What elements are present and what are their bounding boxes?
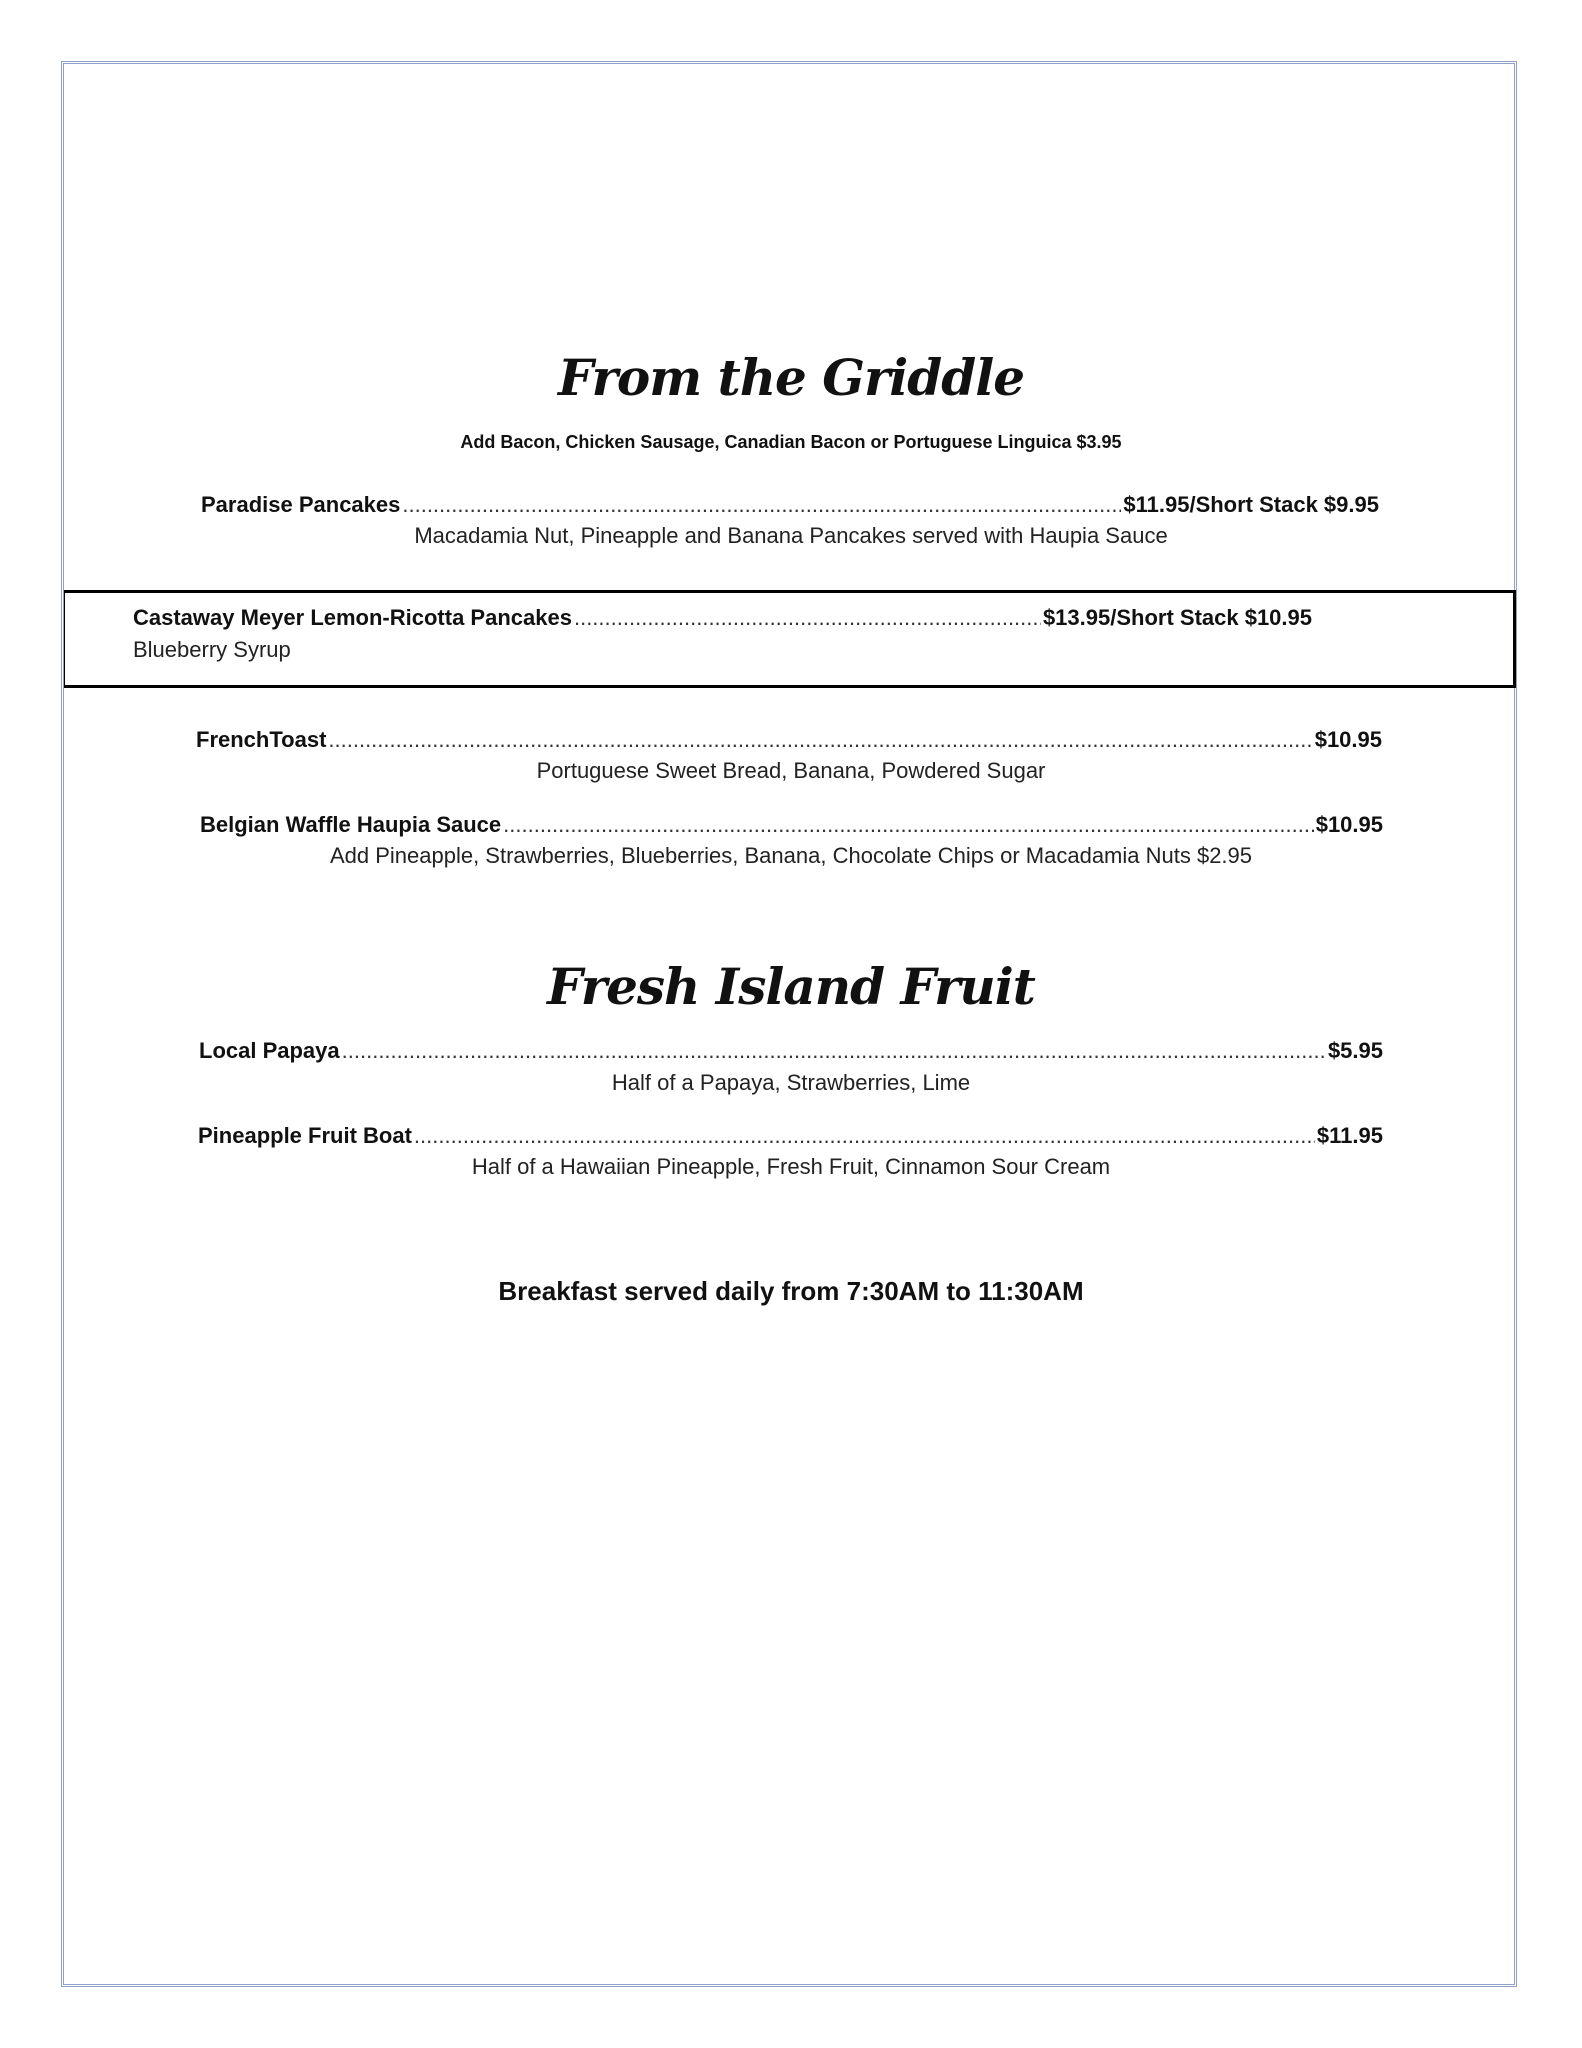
- item-description: Half of a Papaya, Strawberries, Lime: [611, 1070, 971, 1095]
- dot-leader: [574, 605, 1041, 631]
- griddle-section-title: From the Griddle: [557, 348, 1025, 407]
- item-description: Portuguese Sweet Bread, Banana, Powdered Sugar: [536, 758, 1046, 783]
- item-description: Add Pineapple, Strawberries, Blueberries, Banana, Chocolate Chips or Macadamia Nuts $2.95: [329, 843, 1253, 868]
- dot-leader: [414, 1123, 1315, 1149]
- dot-leader: [402, 492, 1121, 518]
- item-price: $13.95/Short Stack $10.95: [1042, 605, 1312, 630]
- item-price: $10.95: [1314, 727, 1382, 752]
- dot-leader: [342, 1038, 1326, 1064]
- menu-item-belgian-waffle: [200, 812, 1383, 838]
- breakfast-hours-note: Breakfast served daily from 7:30AM to 11:30AM: [498, 1276, 1084, 1306]
- menu-item-castaway-pancakes: [133, 605, 1312, 631]
- item-description: Half of a Hawaiian Pineapple, Fresh Fruit, Cinnamon Sour Cream: [471, 1154, 1111, 1179]
- menu-item-local-papaya: [199, 1038, 1383, 1064]
- item-name: Local Papaya: [199, 1038, 340, 1063]
- item-price: $5.95: [1327, 1038, 1383, 1063]
- item-name: Belgian Waffle Haupia Sauce: [200, 812, 502, 837]
- item-name: Paradise Pancakes: [201, 492, 401, 517]
- item-name: FrenchToast: [196, 727, 327, 752]
- menu-item-pineapple-fruit-boat: [198, 1123, 1383, 1149]
- item-price: $10.95: [1315, 812, 1383, 837]
- item-name: Pineapple Fruit Boat: [198, 1123, 412, 1148]
- fruit-section-title: Fresh Island Fruit: [547, 957, 1035, 1016]
- menu-item-french-toast: [196, 727, 1382, 753]
- menu-item-paradise-pancakes: [201, 492, 1379, 518]
- item-price: $11.95: [1316, 1123, 1383, 1148]
- item-name: Castaway Meyer Lemon-Ricotta Pancakes: [133, 605, 572, 630]
- dot-leader: [328, 727, 1312, 753]
- item-description: Macadamia Nut, Pineapple and Banana Pancakes served with Haupia Sauce: [414, 523, 1168, 548]
- dot-leader: [503, 812, 1314, 838]
- item-description: Blueberry Syrup: [133, 637, 291, 662]
- griddle-addon-note: Add Bacon, Chicken Sausage, Canadian Bacon or Portuguese Linguica $3.95: [460, 432, 1122, 452]
- item-price: $11.95/Short Stack $9.95: [1123, 492, 1379, 517]
